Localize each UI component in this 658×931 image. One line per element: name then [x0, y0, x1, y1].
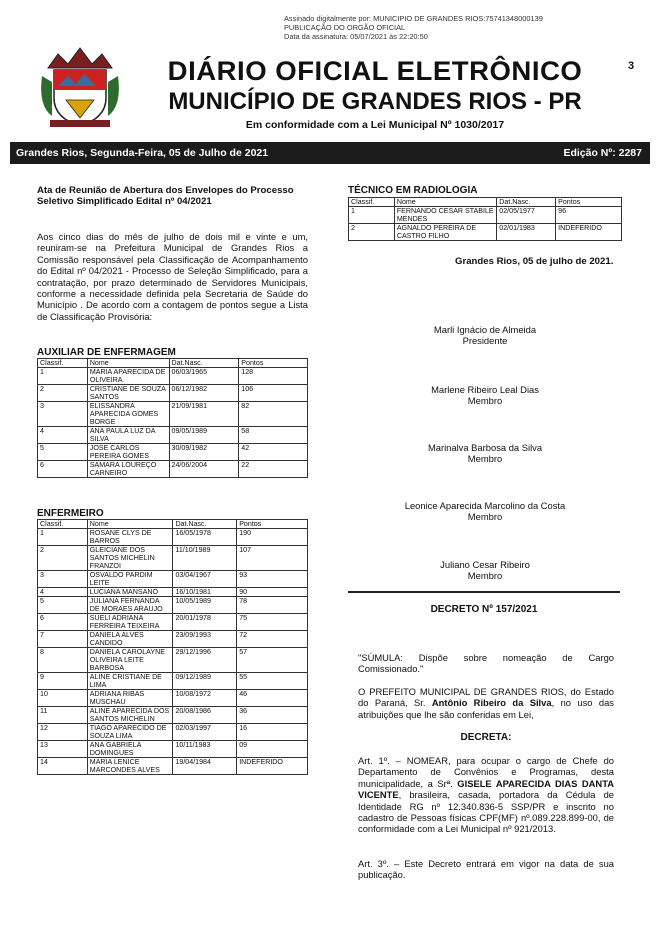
table-row — [38, 673, 308, 690]
cell-pontos: 16 — [237, 724, 308, 741]
cell-nasc: 09/12/1989 — [173, 673, 237, 690]
decreta-heading: DECRETA: — [460, 732, 512, 743]
cell-nasc: 06/12/1982 — [169, 385, 239, 402]
cell-nome: MARIA LENICE MARCONDES ALVES — [87, 758, 173, 775]
cell-pontos: 58 — [239, 427, 308, 444]
cell-nome: ROSANE CLYS DE BARROS — [87, 529, 173, 546]
table-row — [38, 648, 308, 673]
enfermeiro-table — [37, 519, 308, 775]
cell-nasc: 19/04/1984 — [173, 758, 237, 775]
cell-nome: SAMARA LOUREÇO CARNEIRO — [87, 461, 169, 478]
cell-nasc: 20/01/1978 — [173, 614, 237, 631]
cell-pontos: 55 — [237, 673, 308, 690]
cell-nasc: 02/03/1997 — [173, 724, 237, 741]
table-header-row — [349, 198, 622, 207]
cell-nasc: 30/09/1982 — [169, 444, 239, 461]
cell-nasc: 16/10/1981 — [173, 588, 237, 597]
signature-line-2: PUBLICAÇÃO DO ORGÃO OFICIAL — [284, 23, 406, 33]
mayor-name: Antônio Ribeiro da Silva — [431, 697, 552, 709]
masthead-law: Em conformidade com a Lei Municipal Nº 1030/2017 — [245, 119, 505, 131]
cell-classif: 2 — [38, 546, 88, 571]
cell-nasc: 02/05/1977 — [497, 207, 556, 224]
decreto-intro — [358, 686, 614, 720]
cell-classif: 1 — [38, 529, 88, 546]
table-row — [349, 207, 622, 224]
cell-nome: GLEICIANE DOS SANTOS MICHELIN FRANZOI — [87, 546, 173, 571]
art1-text-a: Art. 1º. – NOMEAR, para ocupar o cargo de Chefe do Departamento de Convênios e Programas, desta municipalidade, a Srª. — [358, 755, 614, 789]
signer-name: Marinalva Barbosa da Silva — [427, 442, 543, 453]
cell-nome: JOSE CARLOS PEREIRA GOMES — [87, 444, 169, 461]
cell-pontos: 106 — [239, 385, 308, 402]
cell-nome: CRISTIANE DE SOUZA SANTOS — [87, 385, 169, 402]
cell-pontos: 09 — [237, 741, 308, 758]
table-header-row — [38, 359, 308, 368]
signer-name: Marli Ignácio de Almeida — [433, 324, 537, 335]
cell-nasc: 11/10/1989 — [173, 546, 237, 571]
cell-classif: 5 — [38, 444, 88, 461]
cell-classif: 7 — [38, 631, 88, 648]
cell-nasc: 16/05/1978 — [173, 529, 237, 546]
edition-bar — [10, 142, 650, 164]
intro-text-a: O PREFEITO MUNICIPAL DE GRANDES RIOS, do Estado do Paraná, Sr. — [358, 686, 614, 709]
cell-classif: 11 — [38, 707, 88, 724]
signer-name: Leonice Aparecida Marcolino da Costa — [404, 500, 566, 511]
cell-classif: 1 — [349, 207, 395, 224]
cell-nasc: 10/11/1983 — [173, 741, 237, 758]
header-classif: Classif. — [38, 520, 88, 529]
header-nome: Nome — [87, 520, 173, 529]
cell-nome: JULIANA FERNANDA DE MORAES ARAUJO — [87, 597, 173, 614]
cell-pontos: 90 — [237, 588, 308, 597]
signature-entry — [360, 324, 610, 347]
cell-pontos: 78 — [237, 597, 308, 614]
cell-pontos: 96 — [556, 207, 622, 224]
cell-nasc: 03/04/1967 — [173, 571, 237, 588]
signature-entry — [360, 500, 610, 523]
table-row — [38, 597, 308, 614]
cell-classif: 13 — [38, 741, 88, 758]
cell-pontos: 128 — [239, 368, 308, 385]
cell-classif: 1 — [38, 368, 88, 385]
art1-text-b: , brasileira, casada, portadora da Cédula de Identidade RG nº 12.340.836-5 SSP/PR e inscrito no cadastro de Pessoas físicas CPF(MF) nº.089.228.899-00, de conformidade com a Lei Municipal nº 921/2013. — [358, 789, 614, 835]
cell-nome: MARIA APARECIDA DE OLIVEIRA — [87, 368, 169, 385]
ata-title: Ata de Reunião de Abertura dos Envelopes do Processo Seletivo Simplificado Edital nº 04/2021 — [37, 185, 294, 208]
header-nasc: Dat.Nasc. — [173, 520, 237, 529]
cell-nasc: 10/08/1972 — [173, 690, 237, 707]
section-divider — [348, 591, 620, 593]
header-classif: Classif. — [349, 198, 395, 207]
cell-pontos: 82 — [239, 402, 308, 427]
cell-nome: TIAGO APARECIDO DE SOUZA LIMA — [87, 724, 173, 741]
decreto-art1 — [358, 755, 614, 835]
table-row — [38, 758, 308, 775]
table-row — [38, 741, 308, 758]
cell-pontos: 107 — [237, 546, 308, 571]
cell-nome: AGNALDO PEREIRA DE CASTRO FILHO — [394, 224, 496, 241]
cell-nome: DANIELA CAROLAYNE OLIVEIRA LEITE BARBOSA — [87, 648, 173, 673]
table-row — [38, 707, 308, 724]
table-row — [38, 631, 308, 648]
auxiliar-table — [37, 358, 308, 478]
digital-signature-block — [284, 14, 543, 42]
cell-classif: 14 — [38, 758, 88, 775]
ata-body: Aos cinco dias do mês de julho de dois mil e vinte e um, reuniram-se na Prefeitura Municipal de Grandes Rios a Comissão responsável pela Classificação de Acompanhamento do Edital nº 04/2021 - Processo de Seleção Simplificado, para a contratação, por prazo determinado de Servidores Municipais, conforme a necessidade definida pela Secretaria de Saúde do Município . De acordo com a contagem de pontos segue a Lista de Classificação Provisória: — [37, 231, 308, 322]
header-pontos: Pontos — [239, 359, 308, 368]
header-nome: Nome — [394, 198, 496, 207]
decreto-art3: Art. 3º. – Este Decreto entrará em vigor na data de sua publicação. — [358, 858, 614, 881]
table-row — [38, 427, 308, 444]
signature-entry — [360, 442, 610, 465]
cell-pontos: 75 — [237, 614, 308, 631]
decreto-sumula: "SÚMULA: Dispõe sobre nomeação de Cargo Comissionado." — [358, 652, 614, 675]
cell-classif: 2 — [38, 385, 88, 402]
signer-name: Juliano Cesar Ribeiro — [440, 559, 530, 570]
signature-entry — [360, 384, 610, 407]
table-row — [38, 461, 308, 478]
cell-classif: 2 — [349, 224, 395, 241]
cell-pontos: INDEFERIDO — [556, 224, 622, 241]
date-line: Grandes Rios, 05 de julho de 2021. — [455, 256, 614, 267]
header-nasc: Dat.Nasc. — [169, 359, 239, 368]
cell-pontos: 72 — [237, 631, 308, 648]
cell-classif: 5 — [38, 597, 88, 614]
signer-role: Membro — [467, 395, 503, 407]
table-row — [38, 546, 308, 571]
cell-nome: ANA GABRIELA DOMINGUES — [87, 741, 173, 758]
cell-nasc: 23/09/1993 — [173, 631, 237, 648]
table-row — [38, 444, 308, 461]
table-row — [38, 724, 308, 741]
cell-pontos: 57 — [237, 648, 308, 673]
cell-nome: OSVALDO PARDIM LEITE — [87, 571, 173, 588]
cell-nasc: 02/01/1983 — [497, 224, 556, 241]
signer-role: Presidente — [462, 335, 508, 347]
nominee-name: GISELE APARECIDA DIAS DANTA VICENTE — [358, 777, 614, 801]
cell-classif: 10 — [38, 690, 88, 707]
cell-nasc: 20/08/1986 — [173, 707, 237, 724]
table-row — [38, 571, 308, 588]
signer-role: Membro — [467, 453, 503, 465]
signature-line-1: Assinado digitalmente por: MUNICIPIO DE GRANDES RIOS:75741348000139 — [284, 14, 543, 23]
cell-pontos: 46 — [237, 690, 308, 707]
table-row — [38, 614, 308, 631]
cell-nome: ANA PAULA LUZ DA SILVA — [87, 427, 169, 444]
page-number: 3 — [628, 60, 635, 72]
edition-number: Edição Nº: 2287 — [563, 147, 642, 159]
cell-nome: FERNANDO CESAR STABILE MENDES — [394, 207, 496, 224]
cell-nome: SUELI ADRIANA FERREIRA TEIXEIRA — [87, 614, 173, 631]
cell-nome: DANIELA ALVES CANDIDO — [87, 631, 173, 648]
intro-text-b: , no uso das atribuições que lhe são conferidas em Lei, — [358, 697, 614, 720]
cell-nasc: 09/05/1989 — [169, 427, 239, 444]
cell-pontos: 42 — [239, 444, 308, 461]
table-row — [38, 690, 308, 707]
signer-role: Membro — [467, 570, 503, 582]
cell-nasc: 06/03/1965 — [169, 368, 239, 385]
cell-nome: ADRIANA RIBAS MUSCHAU — [87, 690, 173, 707]
cell-classif: 12 — [38, 724, 88, 741]
cell-classif: 8 — [38, 648, 88, 673]
cell-classif: 3 — [38, 402, 88, 427]
cell-nasc: 21/09/1981 — [169, 402, 239, 427]
cell-nome: ELISSANDRA APARECIDA GOMES BORGE — [87, 402, 169, 427]
table-row — [349, 224, 622, 241]
masthead-title: DIÁRIO OFICIAL ELETRÔNICO — [167, 56, 583, 86]
header-pontos: Pontos — [556, 198, 622, 207]
table-row — [38, 529, 308, 546]
municipal-crest-logo — [38, 46, 122, 132]
header-nasc: Dat.Nasc. — [497, 198, 556, 207]
auxiliar-heading: AUXILIAR DE ENFERMAGEM — [37, 347, 176, 358]
tecnico-heading: TÉCNICO EM RADIOLOGIA — [348, 185, 478, 196]
signature-entry — [360, 559, 610, 582]
cell-pontos: 93 — [237, 571, 308, 588]
cell-nasc: 24/06/2004 — [169, 461, 239, 478]
cell-classif: 4 — [38, 427, 88, 444]
header-pontos: Pontos — [237, 520, 308, 529]
cell-classif: 6 — [38, 614, 88, 631]
cell-nome: LUCIANA MANSANO — [87, 588, 173, 597]
header-nome: Nome — [87, 359, 169, 368]
table-row — [38, 368, 308, 385]
cell-classif: 9 — [38, 673, 88, 690]
enfermeiro-heading: ENFERMEIRO — [37, 508, 104, 519]
cell-nome: ALINE CRISTIANE DE LIMA — [87, 673, 173, 690]
signature-line-3: Data da assinatura: 05/07/2021 às 22:20:50 — [284, 32, 428, 42]
table-row — [38, 402, 308, 427]
cell-nasc: 10/05/1989 — [173, 597, 237, 614]
signer-role: Membro — [467, 511, 503, 523]
signer-name: Marlene Ribeiro Leal Dias — [431, 384, 539, 395]
tecnico-table — [348, 197, 622, 241]
cell-classif: 4 — [38, 588, 88, 597]
cell-pontos: 22 — [239, 461, 308, 478]
decreto-title: DECRETO Nº 157/2021 — [430, 604, 538, 615]
cell-pontos: 36 — [237, 707, 308, 724]
cell-pontos: 190 — [237, 529, 308, 546]
cell-nasc: 29/12/1996 — [173, 648, 237, 673]
cell-classif: 3 — [38, 571, 88, 588]
edition-date: Grandes Rios, Segunda-Feira, 05 de Julho de 2021 — [16, 147, 269, 159]
header-classif: Classif. — [38, 359, 88, 368]
table-row — [38, 385, 308, 402]
table-header-row — [38, 520, 308, 529]
cell-classif: 6 — [38, 461, 88, 478]
table-row — [38, 588, 308, 597]
masthead-subtitle: MUNICÍPIO DE GRANDES RIOS - PR — [168, 88, 582, 115]
cell-pontos: INDEFERIDO — [237, 758, 308, 775]
cell-nome: ALINE APARECIDA DOS SANTOS MICHELIN — [87, 707, 173, 724]
